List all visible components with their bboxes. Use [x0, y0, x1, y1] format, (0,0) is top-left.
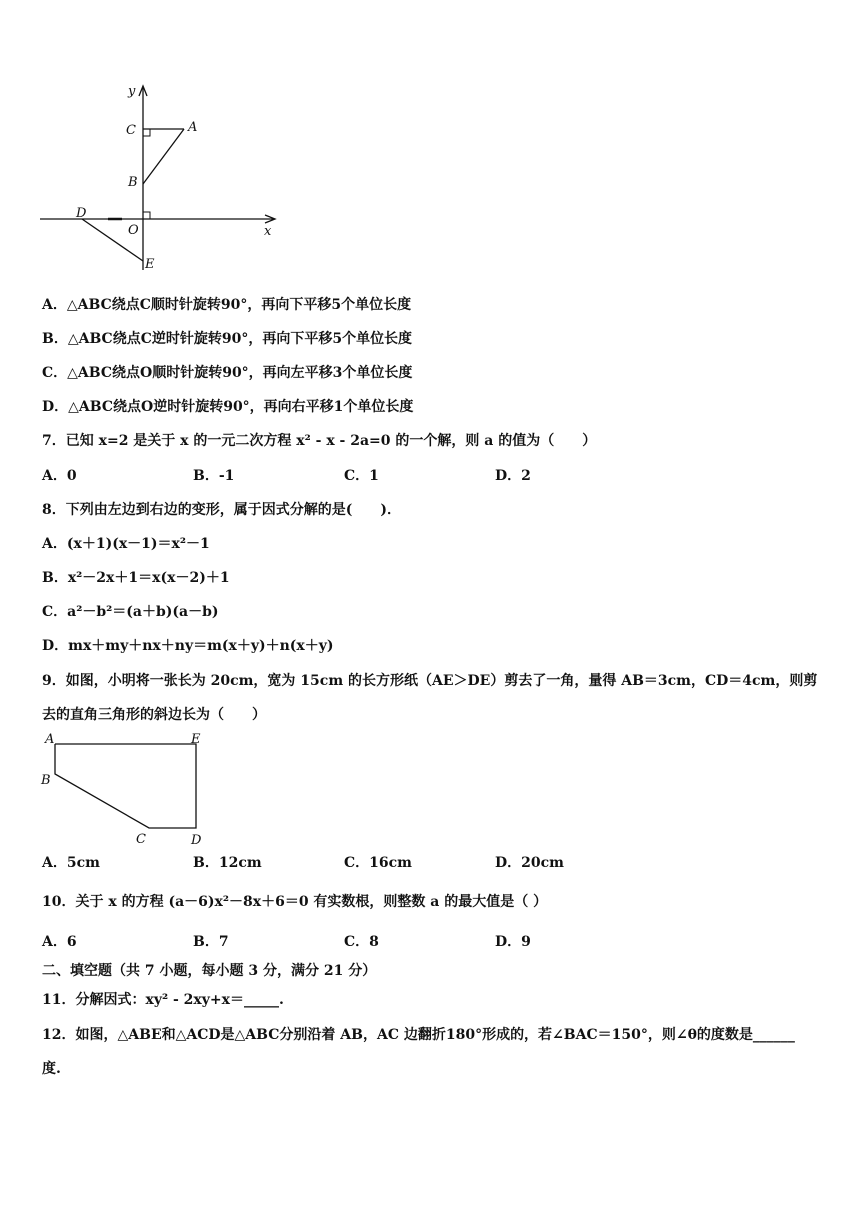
- q6-option-a: A．△ABC绕点C顺时针旋转90°，再向下平移5个单位长度: [42, 297, 412, 313]
- q9-option-d: D．20cm: [495, 855, 564, 871]
- q7-stem: 7．已知 x=2 是关于 x 的一元二次方程 x² - x - 2a=0 的一个解，则 a 的值为（ ）: [42, 433, 597, 449]
- label-o: O: [128, 223, 139, 238]
- section-heading: 二、填空题（共 7 小题，每小题 3 分，满分 21 分）: [42, 963, 377, 979]
- q12-stem-line2: 度.: [42, 1061, 61, 1077]
- q12-stem-line1: 12．如图，△ABE和△ACD是△ABC分别沿着 AB，AC 边翻折180°形成的，若∠BAC＝150°，则∠θ的度数是______: [42, 1027, 795, 1043]
- label-a-2: A: [45, 732, 55, 747]
- q9-option-a: A．5cm: [42, 855, 100, 871]
- q11-stem: 11．分解因式：xy² - 2xy+x＝_____.: [42, 992, 284, 1008]
- q8-option-c: C．a²－b²＝(a＋b)(a－b): [42, 604, 219, 620]
- q8-option-a: A．(x＋1)(x－1)＝x²－1: [42, 536, 210, 552]
- label-c: C: [126, 123, 136, 138]
- q9-stem-line2: 去的直角三角形的斜边长为（ ）: [42, 707, 266, 723]
- q7-option-c: C．1: [344, 468, 379, 484]
- pentagon-figure: [36, 726, 216, 851]
- label-c-2: C: [136, 832, 146, 847]
- q8-option-b: B．x²－2x＋1＝x(x－2)＋1: [42, 570, 230, 586]
- q7-option-a: A．0: [42, 468, 77, 484]
- q8-stem: 8．下列由左边到右边的变形，属于因式分解的是( )．: [42, 502, 401, 518]
- label-e: E: [145, 257, 155, 272]
- q8-option-d: D．mx＋my＋nx＋ny＝m(x＋y)＋n(x＋y): [42, 638, 334, 654]
- q9-option-c: C．16cm: [344, 855, 412, 871]
- coordinate-figure: [36, 80, 286, 280]
- q9-stem-line1: 9．如图，小明将一张长为 20cm，宽为 15cm 的长方形纸（AE＞DE）剪去了一角，量得 AB＝3cm，CD＝4cm，则剪: [42, 673, 818, 689]
- q10-option-a: A．6: [42, 934, 77, 950]
- q10-stem: 10．关于 x 的方程 (a－6)x²－8x＋6＝0 有实数根，则整数 a 的最大值是（ ）: [42, 894, 548, 910]
- q6-option-c: C．△ABC绕点O顺时针旋转90°，再向左平移3个单位长度: [42, 365, 413, 381]
- q7-option-d: D．2: [495, 468, 531, 484]
- q9-option-b: B．12cm: [193, 855, 262, 871]
- label-d: D: [76, 206, 87, 221]
- label-b-2: B: [41, 773, 51, 788]
- q10-option-d: D．9: [495, 934, 531, 950]
- q6-option-b: B．△ABC绕点C逆时针旋转90°，再向下平移5个单位长度: [42, 331, 413, 347]
- label-y: y: [128, 84, 136, 99]
- q10-option-b: B．7: [193, 934, 229, 950]
- q6-option-d: D．△ABC绕点O逆时针旋转90°，再向右平移1个单位长度: [42, 399, 414, 415]
- label-e-2: E: [191, 732, 201, 747]
- label-a: A: [188, 120, 198, 135]
- label-b: B: [128, 175, 138, 190]
- q10-option-c: C．8: [344, 934, 379, 950]
- label-d-2: D: [191, 833, 202, 848]
- label-x: x: [264, 224, 272, 239]
- q7-option-b: B．-1: [193, 468, 235, 484]
